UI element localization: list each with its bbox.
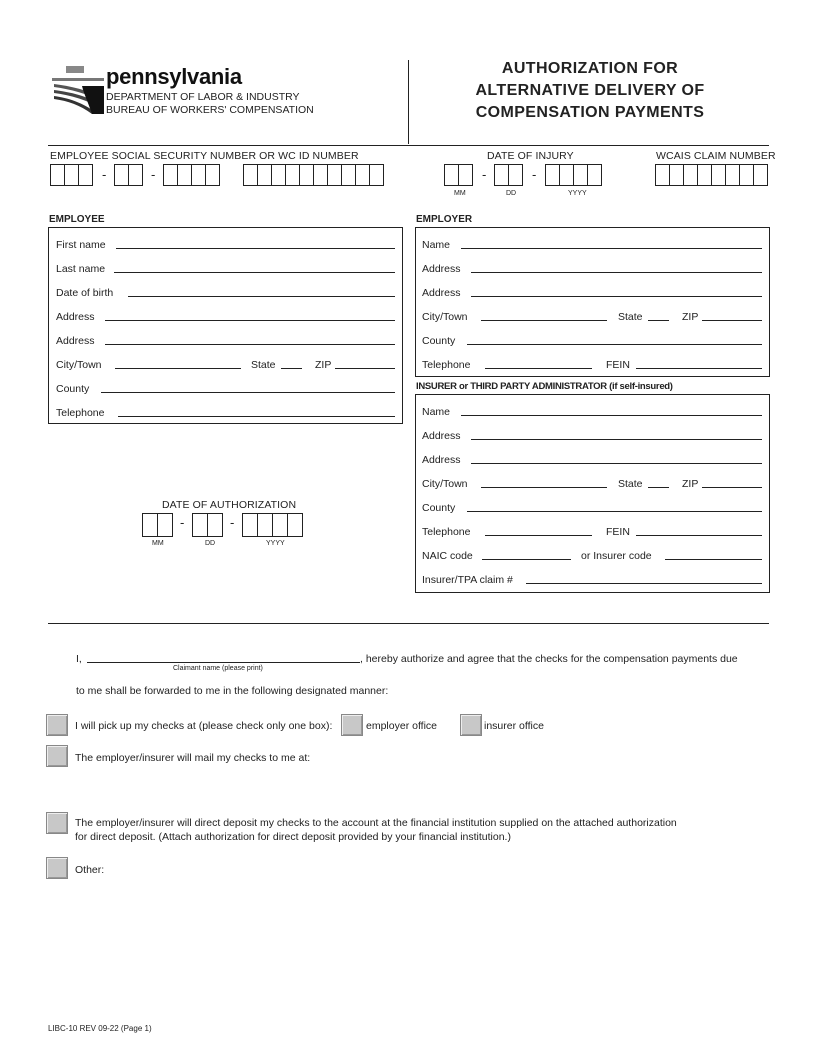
form-id-footer: LIBC-10 REV 09-22 (Page 1) <box>48 1024 152 1033</box>
ins-address2-field[interactable] <box>471 463 762 464</box>
direct-deposit-checkbox[interactable] <box>46 812 68 834</box>
claimant-name-caption: Claimant name (please print) <box>173 665 263 672</box>
form-title-line-3: COMPENSATION PAYMENTS <box>475 104 705 121</box>
doi-yyyy-caption: YYYY <box>568 190 587 197</box>
pa-logo <box>52 66 104 114</box>
ins-claim-label: Insurer/TPA claim # <box>422 574 513 586</box>
ins-city-field[interactable] <box>481 487 607 488</box>
emp-county-field[interactable] <box>101 392 395 393</box>
keystone-logo-icon <box>52 66 104 114</box>
emp-address1-label: Address <box>56 311 95 323</box>
emp-dob-field[interactable] <box>128 296 395 297</box>
ssn-dash-1: - <box>102 167 107 182</box>
auth-date-month[interactable] <box>143 513 173 537</box>
dept-line-2: BUREAU OF WORKERS' COMPENSATION <box>106 104 314 116</box>
emp-zip-field[interactable] <box>335 368 395 369</box>
insurer-office-checkbox[interactable] <box>460 714 482 736</box>
er-address1-label: Address <box>422 263 461 275</box>
ins-address2-label: Address <box>422 454 461 466</box>
er-state-label: State <box>618 311 643 323</box>
claimant-name-field[interactable] <box>87 662 360 663</box>
header-divider <box>408 60 409 144</box>
auth-date-year[interactable] <box>243 513 303 537</box>
er-city-field[interactable] <box>481 320 607 321</box>
emp-address1-field[interactable] <box>105 320 395 321</box>
er-address1-field[interactable] <box>471 272 762 273</box>
ssn-dash-2: - <box>151 167 156 182</box>
ins-naic-label: NAIC code <box>422 550 473 562</box>
ins-insurer-code-field[interactable] <box>665 559 762 560</box>
logo-wordmark: pennsylvania <box>106 64 242 89</box>
emp-county-label: County <box>56 383 90 395</box>
doi-year[interactable] <box>546 164 602 186</box>
emp-address2-field[interactable] <box>105 344 395 345</box>
other-label: Other: <box>75 864 105 876</box>
statement-i: I, <box>76 653 82 665</box>
ins-telephone-field[interactable] <box>485 535 592 536</box>
ins-address1-label: Address <box>422 430 461 442</box>
er-state-field[interactable] <box>648 320 669 321</box>
ins-county-field[interactable] <box>467 511 762 512</box>
mail-label: The employer/insurer will mail my checks to me at: <box>75 752 311 764</box>
ssn-group-3[interactable] <box>164 164 220 186</box>
emp-last-name-field[interactable] <box>114 272 395 273</box>
doi-label: DATE OF INJURY <box>487 150 574 162</box>
ins-insurer-code-label: or Insurer code <box>581 550 652 562</box>
insurer-heading: INSURER or THIRD PARTY ADMINISTRATOR (if self-insured) <box>416 381 673 392</box>
emp-state-label: State <box>251 359 276 371</box>
er-name-field[interactable] <box>461 248 762 249</box>
ins-address1-field[interactable] <box>471 439 762 440</box>
auth-date-label: DATE OF AUTHORIZATION <box>162 499 297 511</box>
ins-naic-field[interactable] <box>482 559 571 560</box>
emp-zip-label: ZIP <box>315 359 332 371</box>
header-rule <box>48 145 769 146</box>
pickup-label: I will pick up my checks at (please check only one box): <box>75 720 333 732</box>
auth-yyyy-caption: YYYY <box>266 540 285 547</box>
auth-date-dash-1: - <box>180 515 185 530</box>
employer-heading: EMPLOYER <box>416 214 473 225</box>
ins-state-label: State <box>618 478 643 490</box>
er-address2-label: Address <box>422 287 461 299</box>
er-city-label: City/Town <box>422 311 468 323</box>
form-title-line-1: AUTHORIZATION FOR <box>501 60 679 77</box>
er-telephone-label: Telephone <box>422 359 471 371</box>
emp-telephone-field[interactable] <box>118 416 395 417</box>
direct-deposit-label-1: The employer/insurer will direct deposit my checks to the account at the financial institution supplied on the attached authorization <box>75 817 677 829</box>
mail-checkbox[interactable] <box>46 745 68 767</box>
doi-day[interactable] <box>495 164 523 186</box>
insurer-section <box>415 394 770 593</box>
emp-telephone-label: Telephone <box>56 407 105 419</box>
ssn-group-2[interactable] <box>115 164 143 186</box>
er-county-label: County <box>422 335 456 347</box>
ins-state-field[interactable] <box>648 487 669 488</box>
auth-mm-caption: MM <box>152 540 164 547</box>
ssn-label: EMPLOYEE SOCIAL SECURITY NUMBER OR WC ID NUMBER <box>50 150 359 162</box>
er-county-field[interactable] <box>467 344 762 345</box>
emp-dob-label: Date of birth <box>56 287 114 299</box>
employer-office-label: employer office <box>366 720 438 732</box>
ins-city-label: City/Town <box>422 478 468 490</box>
er-fein-label: FEIN <box>606 359 630 371</box>
emp-city-label: City/Town <box>56 359 102 371</box>
direct-deposit-label-2: for direct deposit. (Attach authorization for direct deposit provided by your financial institution.) <box>75 831 511 843</box>
employee-section <box>48 227 403 424</box>
ssn-group-1[interactable] <box>51 164 93 186</box>
employer-section <box>415 227 770 377</box>
doi-dd-caption: DD <box>506 190 517 197</box>
er-fein-field[interactable] <box>636 368 762 369</box>
er-zip-label: ZIP <box>682 311 699 323</box>
er-telephone-field[interactable] <box>485 368 592 369</box>
doi-dash-2: - <box>532 167 537 182</box>
emp-last-name-label: Last name <box>56 263 106 275</box>
emp-city-field[interactable] <box>115 368 241 369</box>
statement-line-2: to me shall be forwarded to me in the following designated manner: <box>76 685 389 697</box>
auth-date-dash-2: - <box>230 515 235 530</box>
wcais-boxes[interactable] <box>656 164 768 186</box>
employer-office-checkbox[interactable] <box>341 714 363 736</box>
emp-state-field[interactable] <box>281 368 302 369</box>
emp-address2-label: Address <box>56 335 95 347</box>
wcid-boxes[interactable] <box>244 164 384 186</box>
emp-first-name-label: First name <box>56 239 106 251</box>
er-name-label: Name <box>422 239 451 251</box>
er-address2-field[interactable] <box>471 296 762 297</box>
ins-name-label: Name <box>422 406 451 418</box>
section-rule <box>48 623 769 624</box>
pickup-checkbox[interactable] <box>46 714 68 736</box>
er-zip-field[interactable] <box>702 320 762 321</box>
auth-dd-caption: DD <box>205 540 216 547</box>
ins-zip-field[interactable] <box>702 487 762 488</box>
ins-county-label: County <box>422 502 456 514</box>
ins-name-field[interactable] <box>461 415 762 416</box>
other-checkbox[interactable] <box>46 857 68 879</box>
ins-telephone-label: Telephone <box>422 526 471 538</box>
ins-zip-label: ZIP <box>682 478 699 490</box>
statement-line-1: , hereby authorize and agree that the checks for the compensation payments due <box>360 653 738 665</box>
dept-line-1: DEPARTMENT OF LABOR & INDUSTRY <box>106 91 300 103</box>
emp-first-name-field[interactable] <box>116 248 395 249</box>
ins-fein-label: FEIN <box>606 526 630 538</box>
insurer-office-label: insurer office <box>484 720 544 732</box>
auth-date-day[interactable] <box>193 513 223 537</box>
doi-month[interactable] <box>445 164 473 186</box>
wcais-label: WCAIS CLAIM NUMBER <box>656 150 776 162</box>
doi-dash-1: - <box>482 167 487 182</box>
ins-claim-field[interactable] <box>526 583 762 584</box>
doi-mm-caption: MM <box>454 190 466 197</box>
employee-heading: EMPLOYEE <box>49 214 105 225</box>
ins-fein-field[interactable] <box>636 535 762 536</box>
form-title-line-2: ALTERNATIVE DELIVERY OF <box>475 82 705 99</box>
